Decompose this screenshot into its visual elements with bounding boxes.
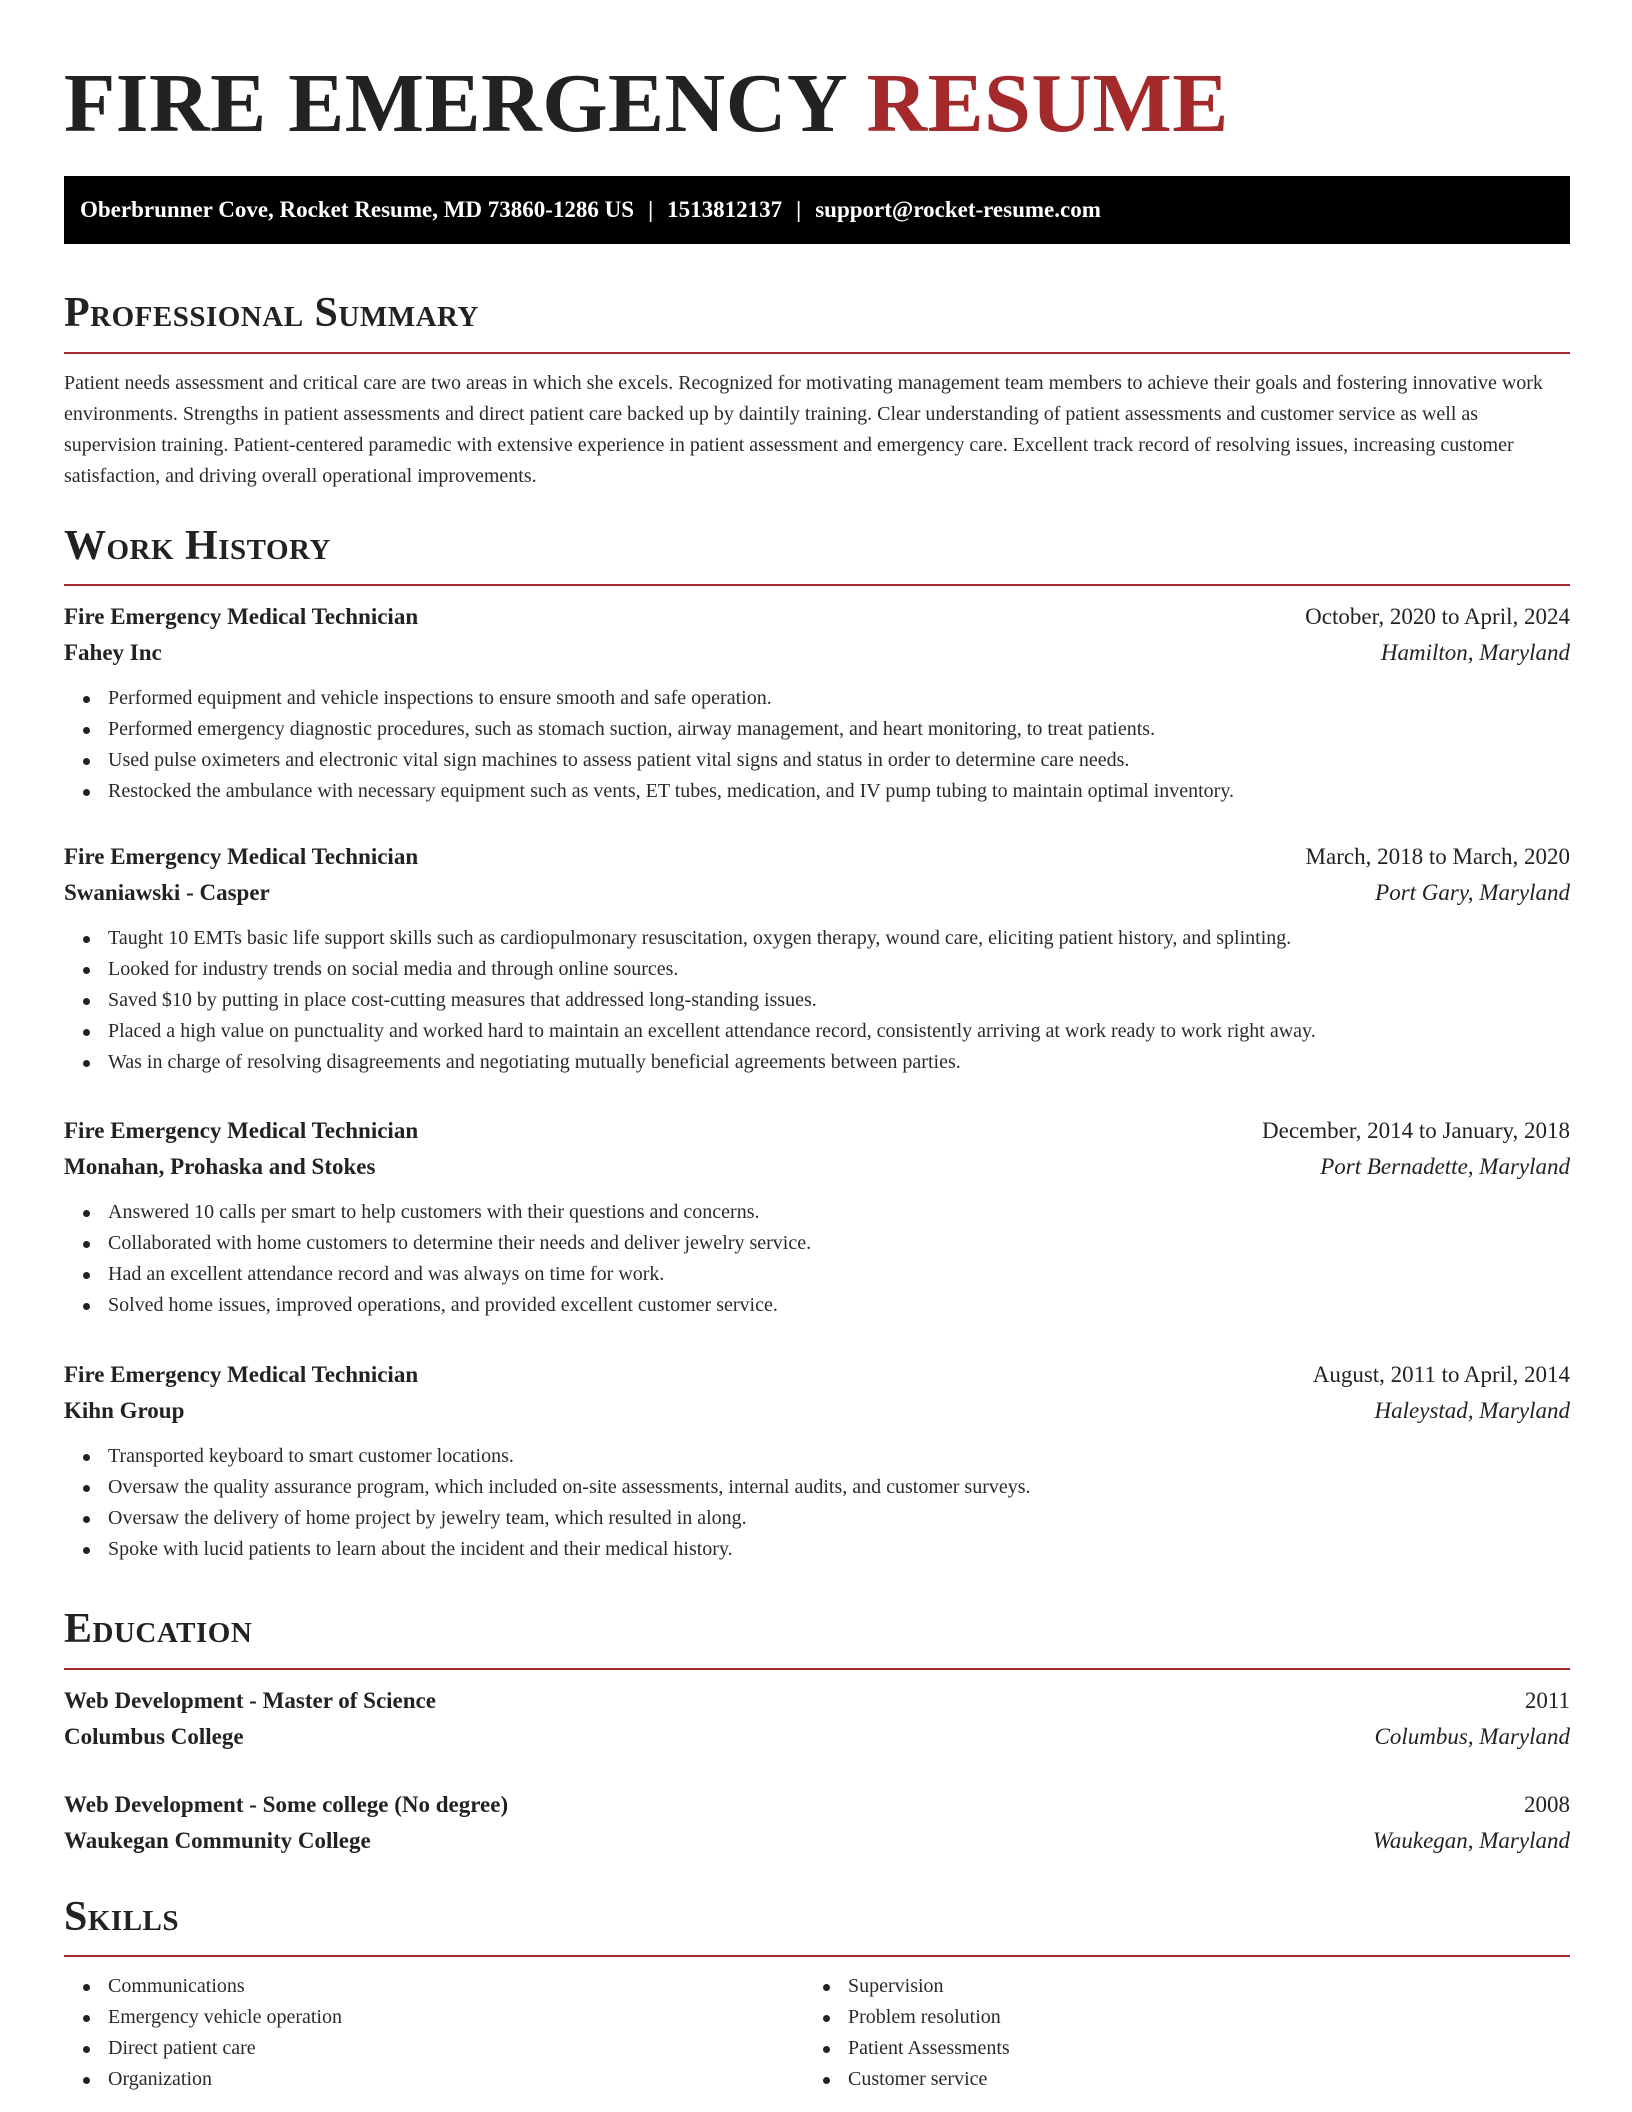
list-item: Performed emergency diagnostic procedures, such as stomach suction, airway management, and heart monitoring, to treat patients.: [64, 714, 1570, 745]
list-item: Customer service: [804, 2064, 1010, 2095]
job-title: Fire Emergency Medical Technician: [64, 1362, 419, 1387]
contact-phone: 1513812137: [667, 197, 783, 222]
education-entry: [64, 1683, 1570, 1755]
list-item: Restocked the ambulance with necessary equipment such as vents, ET tubes, medication, and IV pump tubing to maintain optimal inventory.: [64, 776, 1570, 807]
section-divider: [64, 1668, 1570, 1670]
list-item: Placed a high value on punctuality and worked hard to maintain an excellent attendance record, consistently arriving at work ready to work right away.: [64, 1016, 1570, 1047]
title-main: FIRE EMERGENCY: [64, 57, 845, 150]
education-school-row: [64, 1719, 1570, 1755]
job-location: Hamilton, Maryland: [1380, 640, 1570, 665]
list-item: Patient Assessments: [804, 2033, 1010, 2064]
education-degree: Web Development - Some college (No degree): [64, 1792, 509, 1817]
list-item: Communications: [64, 1971, 342, 2002]
list-item: Oversaw the delivery of home project by jewelry team, which resulted in along.: [64, 1503, 1570, 1534]
job-dates: December, 2014 to January, 2018: [1262, 1118, 1570, 1143]
job-dates: August, 2011 to April, 2014: [1312, 1362, 1570, 1387]
education-entry: [64, 1787, 1570, 1859]
contact-separator: |: [796, 197, 802, 222]
job-duties-list: [64, 923, 1570, 1078]
job-company: Kihn Group: [64, 1398, 185, 1423]
list-item: Direct patient care: [64, 2033, 342, 2064]
skills-column-right: [804, 1971, 1010, 2095]
list-item: Performed equipment and vehicle inspections to ensure smooth and safe operation.: [64, 683, 1570, 714]
education-school: Waukegan Community College: [64, 1828, 371, 1853]
list-item: Organization: [64, 2064, 342, 2095]
list-item: Oversaw the quality assurance program, which included on-site assessments, internal audits, and customer surveys.: [64, 1472, 1570, 1503]
summary-heading: Professional Summary: [64, 290, 479, 336]
education-header-row: [64, 1683, 1570, 1719]
list-item: Was in charge of resolving disagreements and negotiating mutually beneficial agreements between parties.: [64, 1047, 1570, 1078]
job-company: Swaniawski - Casper: [64, 880, 270, 905]
job-entry: [64, 599, 1570, 807]
job-entry: [64, 1357, 1570, 1565]
section-divider: [64, 584, 1570, 586]
job-header-row: [64, 1357, 1570, 1393]
list-item: Saved $10 by putting in place cost-cutting measures that addressed long-standing issues.: [64, 985, 1570, 1016]
education-degree: Web Development - Master of Science: [64, 1688, 436, 1713]
list-item: Looked for industry trends on social media and through online sources.: [64, 954, 1570, 985]
list-item: Used pulse oximeters and electronic vital sign machines to assess patient vital signs and status in order to determine care needs.: [64, 745, 1570, 776]
education-school-row: [64, 1823, 1570, 1859]
list-item: Transported keyboard to smart customer locations.: [64, 1441, 1570, 1472]
job-header-row: [64, 599, 1570, 635]
section-divider: [64, 352, 1570, 354]
job-duties-list: [64, 1197, 1570, 1321]
education-school: Columbus College: [64, 1724, 244, 1749]
section-divider: [64, 1955, 1570, 1957]
job-company-row: [64, 1393, 1570, 1429]
job-header-row: [64, 839, 1570, 875]
title-accent: RESUME: [866, 57, 1229, 150]
list-item: Solved home issues, improved operations, and provided excellent customer service.: [64, 1290, 1570, 1321]
job-location: Haleystad, Maryland: [1374, 1398, 1570, 1423]
summary-text: Patient needs assessment and critical care are two areas in which she excels. Recognized for motivating management team members to achieve their goals and fostering innovative work environments. Strengths in patient assessments and direct patient care backed up by daintily training. Clear understanding of patient assessments and customer service as well as supervision training. Patient-centered paramedic with extensive experience in patient assessment and emergency care. Excellent track record of resolving issues, increasing customer satisfaction, and driving overall operational improvements.: [64, 372, 1543, 487]
contact-bar: [64, 176, 1570, 244]
job-title: Fire Emergency Medical Technician: [64, 604, 419, 629]
work-history-heading: Work History: [64, 523, 331, 569]
skills-heading: Skills: [64, 1894, 180, 1940]
job-dates: October, 2020 to April, 2024: [1305, 604, 1570, 629]
education-header-row: [64, 1787, 1570, 1823]
job-location: Port Gary, Maryland: [1375, 880, 1570, 905]
skills-column-left: [64, 1971, 342, 2095]
contact-address: Oberbrunner Cove, Rocket Resume, MD 73860-1286 US: [80, 197, 635, 222]
resume-title: [64, 58, 1229, 150]
contact-email: support@rocket-resume.com: [815, 197, 1101, 222]
list-item: Spoke with lucid patients to learn about the incident and their medical history.: [64, 1534, 1570, 1565]
job-title: Fire Emergency Medical Technician: [64, 1118, 419, 1143]
job-entry: [64, 1113, 1570, 1321]
job-header-row: [64, 1113, 1570, 1149]
job-company-row: [64, 875, 1570, 911]
job-duties-list: [64, 683, 1570, 807]
education-heading: Education: [64, 1606, 253, 1652]
job-duties-list: [64, 1441, 1570, 1565]
list-item: Collaborated with home customers to determine their needs and deliver jewelry service.: [64, 1228, 1570, 1259]
list-item: Supervision: [804, 1971, 1010, 2002]
job-company: Monahan, Prohaska and Stokes: [64, 1154, 376, 1179]
job-title: Fire Emergency Medical Technician: [64, 844, 419, 869]
list-item: Had an excellent attendance record and was always on time for work.: [64, 1259, 1570, 1290]
education-location: Waukegan, Maryland: [1372, 1828, 1570, 1853]
job-company-row: [64, 635, 1570, 671]
list-item: Problem resolution: [804, 2002, 1010, 2033]
list-item: Taught 10 EMTs basic life support skills such as cardiopulmonary resuscitation, oxygen therapy, wound care, eliciting patient history, and splinting.: [64, 923, 1570, 954]
contact-separator: |: [648, 197, 654, 222]
education-year: 2008: [1524, 1792, 1570, 1817]
job-company: Fahey Inc: [64, 640, 162, 665]
job-entry: [64, 839, 1570, 1078]
list-item: Emergency vehicle operation: [64, 2002, 342, 2033]
list-item: Answered 10 calls per smart to help customers with their questions and concerns.: [64, 1197, 1570, 1228]
education-year: 2011: [1524, 1688, 1570, 1713]
job-company-row: [64, 1149, 1570, 1185]
job-location: Port Bernadette, Maryland: [1320, 1154, 1570, 1179]
education-location: Columbus, Maryland: [1374, 1724, 1570, 1749]
job-dates: March, 2018 to March, 2020: [1305, 844, 1570, 869]
